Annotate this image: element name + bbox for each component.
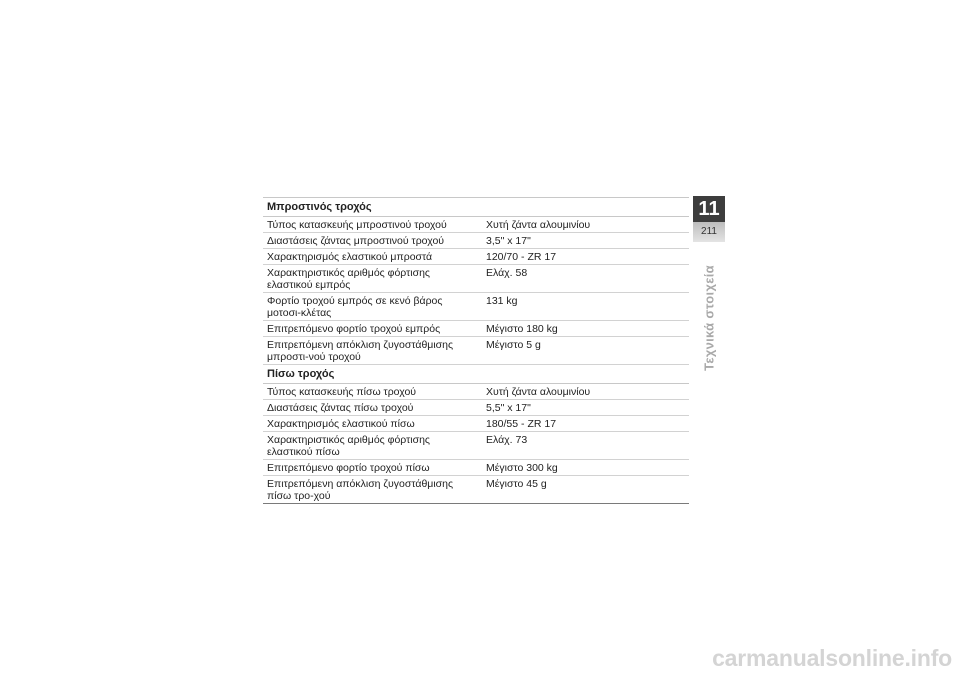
table-row [263, 432, 689, 460]
spec-value: Χυτή ζάντα αλουμινίου [482, 217, 689, 233]
spec-label: Χαρακτηρισμός ελαστικού μπροστά [263, 249, 482, 265]
spec-value: 5,5" x 17" [482, 400, 689, 416]
spec-value: Μέγιστο 180 kg [482, 321, 689, 337]
spec-label: Φορτίο τροχού εμπρός σε κενό βάρος μοτοσι-κλέτας [263, 293, 482, 321]
table-row [263, 384, 689, 400]
watermark-text: carmanualsonline.info [712, 645, 952, 671]
section-title: Πίσω τροχός [263, 365, 689, 384]
spec-label: Τύπος κατασκευής πίσω τροχού [263, 384, 482, 400]
spec-label: Τύπος κατασκευής μπροστινού τροχού [263, 217, 482, 233]
table-row [263, 265, 689, 293]
chapter-number: 11 [698, 198, 720, 220]
table-row [263, 217, 689, 233]
spec-value: 120/70 - ZR 17 [482, 249, 689, 265]
table-row [263, 416, 689, 432]
spec-value: 180/55 - ZR 17 [482, 416, 689, 432]
spec-label: Χαρακτηριστικός αριθμός φόρτισης ελαστικού εμπρός [263, 265, 482, 293]
table-row [263, 293, 689, 321]
chapter-side-title: Τεχνικά στοιχεία [701, 265, 717, 371]
spec-value: Ελάχ. 58 [482, 265, 689, 293]
table-row [263, 233, 689, 249]
spec-label: Επιτρεπόμενη απόκλιση ζυγοστάθμισης πίσω τρο-χού [263, 476, 482, 504]
table-row [263, 337, 689, 365]
spec-label: Χαρακτηριστικός αριθμός φόρτισης ελαστικού πίσω [263, 432, 482, 460]
table-row [263, 476, 689, 504]
spec-label: Επιτρεπόμενο φορτίο τροχού εμπρός [263, 321, 482, 337]
page-number: 211 [701, 226, 717, 237]
table-row [263, 460, 689, 476]
chapter-badge [693, 196, 725, 242]
spec-value: Μέγιστο 45 g [482, 476, 689, 504]
spec-label: Χαρακτηρισμός ελαστικού πίσω [263, 416, 482, 432]
spec-value: 131 kg [482, 293, 689, 321]
section-title: Μπροστινός τροχός [263, 198, 689, 217]
spec-value: Μέγιστο 300 kg [482, 460, 689, 476]
spec-value: 3,5" x 17" [482, 233, 689, 249]
spec-label: Διαστάσεις ζάντας μπροστινού τροχού [263, 233, 482, 249]
table-row [263, 321, 689, 337]
spec-value: Μέγιστο 5 g [482, 337, 689, 365]
spec-label: Επιτρεπόμενη απόκλιση ζυγοστάθμισης μπροστι-νού τροχού [263, 337, 482, 365]
section-header-front-wheel [263, 198, 689, 217]
spec-table [263, 197, 689, 504]
table-row [263, 400, 689, 416]
spec-label: Επιτρεπόμενο φορτίο τροχού πίσω [263, 460, 482, 476]
spec-value: Ελάχ. 73 [482, 432, 689, 460]
section-header-rear-wheel [263, 365, 689, 384]
spec-label: Διαστάσεις ζάντας πίσω τροχού [263, 400, 482, 416]
spec-value: Χυτή ζάντα αλουμινίου [482, 384, 689, 400]
table-row [263, 249, 689, 265]
